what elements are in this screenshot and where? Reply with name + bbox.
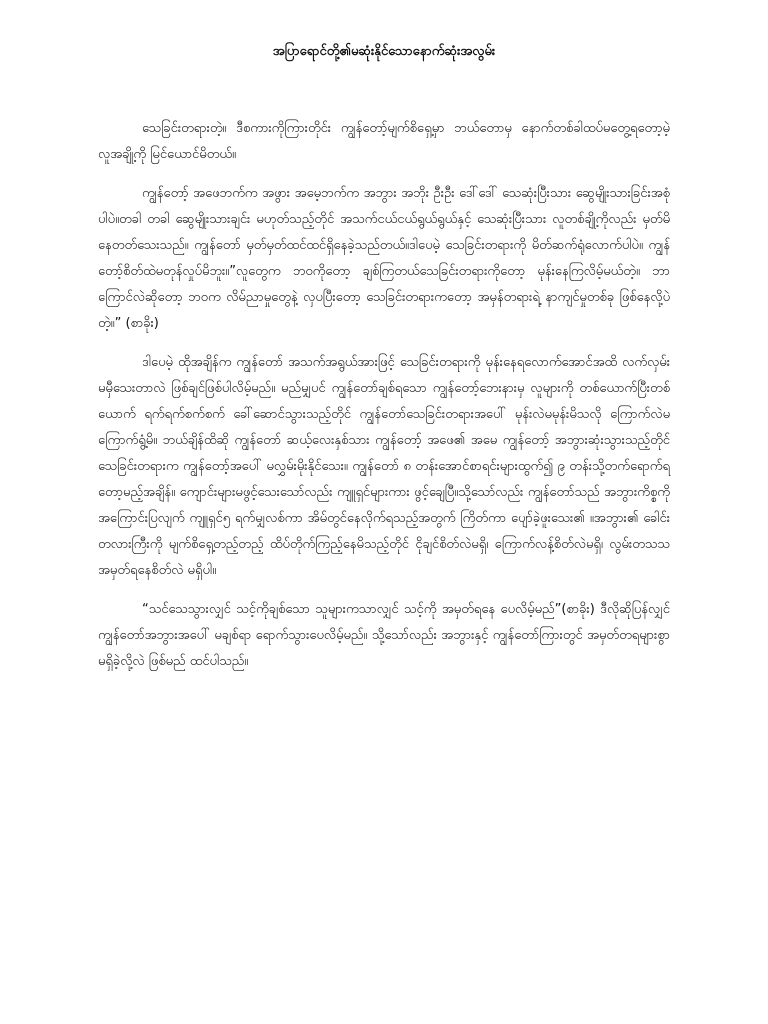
document-title: အပြာရောင်တို့၏မဆုံးနိုင်သောနောက်ဆုံးအလွမ်း: [272, 44, 496, 59]
paragraph: ကျွန်တော့် အဖေဘက်က အဖွား အမေ့ဘက်က အဘွား အဘိုး ဦးဦး ဒေါ်ဒေါ် သေဆုံးပြီးသား ဆွေမျိုးသားခြင်းအစုံပါပဲ။တခါ တခါ ဆွေမျိုးသားချင်း မဟုတ်သည့်တိုင် အသက်ငယ်ငယ်ရွယ်ရွယ်နှင့် သေဆုံးပြီးသား လူတစ်ချို့ကိုလည်း မှတ်မိနေတတ်သေးသည်။ ကျွန်တော် မှတ်မှတ်ထင်ထင်ရှိနေခဲ့သည်တယ်။ဒါပေမဲ့ သေခြင်းတရားကို မိတ်ဆက်ရုံလောက်ပါပဲ။ ကျွန်တော့်စိတ်ထဲမတုန်လှုပ်မိဘူး။”လူတွေက ဘဝကိုတော့ ချစ်ကြတယ်သေခြင်းတရားကိုတော့ မုန်းနေကြလိမ့်မယ်တဲ့။ ဘာကြောင်လဲဆိုတော့ ဘဝက လိမ်ညာမှုတွေနဲ့ လှပပြီးတော့ သေခြင်းတရားကတော့ အမှန်တရားရဲ့ နာကျင်မှုတစ်ခု ဖြစ်နေလို့ပဲတဲ့။” (စာခိုး): [98, 186, 670, 331]
paragraph: ဒါပေမဲ့ ထိုအချိန်က ကျွန်တော် အသက်အရွယ်အားဖြင့် သေခြင်းတရားကို မုန်းနေရလောက်အောင်အထိ လက်လှမ်းမမှီသေးတာလဲ ဖြစ်ချင်ဖြစ်ပါလိမ့်မည်။ မည်မျှပင် ကျွန်တော်ချစ်ရသော ကျွန်တော့်ဘေးနားမှ လူများကို တစ်ယောက်ပြီးတစ်ယောက် ရက်ရက်စက်စက် ခေါ်ဆောင်သွားသည့်တိုင် ကျွန်တော်သေခြင်းတရားအပေါ် မုန်းလဲမမုန်းမိသလို ကြောက်လဲမကြောက်ရွံ့မိ။ ဘယ်ချိန်ထိဆို ကျွန်တော် ဆယ့်လေးနှစ်သား ကျွန်တော့် အဖေ၏ အမေ ကျွန်တော့် အဘွားဆုံးသွားသည့်တိုင် သေခြင်းတရားက ကျွန်တော့်အပေါ် မလွှမ်းမိုးနိုင်သေး။ ကျွန်တော် ၈ တန်းအောင်စာရင်းများထွက်၍ ၉ တန်းသို့တက်ရောက်ရတော့မည့်အချိန်။ ကျောင်းများမဖွင့်သေးသော်လည်း ကျူရှင်များကား ဖွင့်ချေပြီ။သို့သော်လည်း ကျွန်တော်သည် အဘွားကိစ္စကို အကြောင်းပြလျက် ကျူရှင်၅ ရက်မျှလစ်ကာ အိမ်တွင်နေလိုက်ရသည့်အတွက် ကြိတ်ကာ ပျော်ခဲ့ဖူးသေး၏ ။အဘွား၏ ခေါင်းတလားကြီးကို မျက်စိရှေ့တည့်တည့် ထိပ်တိုက်ကြည့်နေမိသည့်တိုင် ငိုချင်စိတ်လဲမရှိ၊ ကြောက်လန့်စိတ်လဲမရှိ၊ လွမ်းတသသ အမှတ်ရနေစိတ်လဲ မရှိပါ။: [98, 355, 670, 578]
paragraph: သေခြင်းတရားတဲ့။ ဒီစကားကိုကြားတိုင်း ကျွန်တော့်မျက်စိရှေ့မှာ ဘယ်တောမှ နောက်တစ်ခါထပ်မတွေ့ရတော့မဲ့ လူအချို့ကို မြင်ယောင်မိတယ်။: [98, 121, 670, 162]
paragraph: “သင်သေသွားလျှင် သင့်ကိုချစ်သော သူများကသာလျှင် သင့်ကို အမှတ်ရနေ ပေလိမ့်မည်”(စာခိုး) ဒီလိုဆိုပြန်လျှင် ကျွန်တော်အဘွားအပေါ် မချစ်ရာ ရောက်သွားပေလိမ့်မည်။ သို့သော်လည်း အဘွားနှင့် ကျွန်တော်ကြားတွင် အမှတ်တရများစွာ မရှိခဲ့လို့လဲ ဖြစ်မည် ထင်ပါသည်။: [98, 602, 670, 669]
